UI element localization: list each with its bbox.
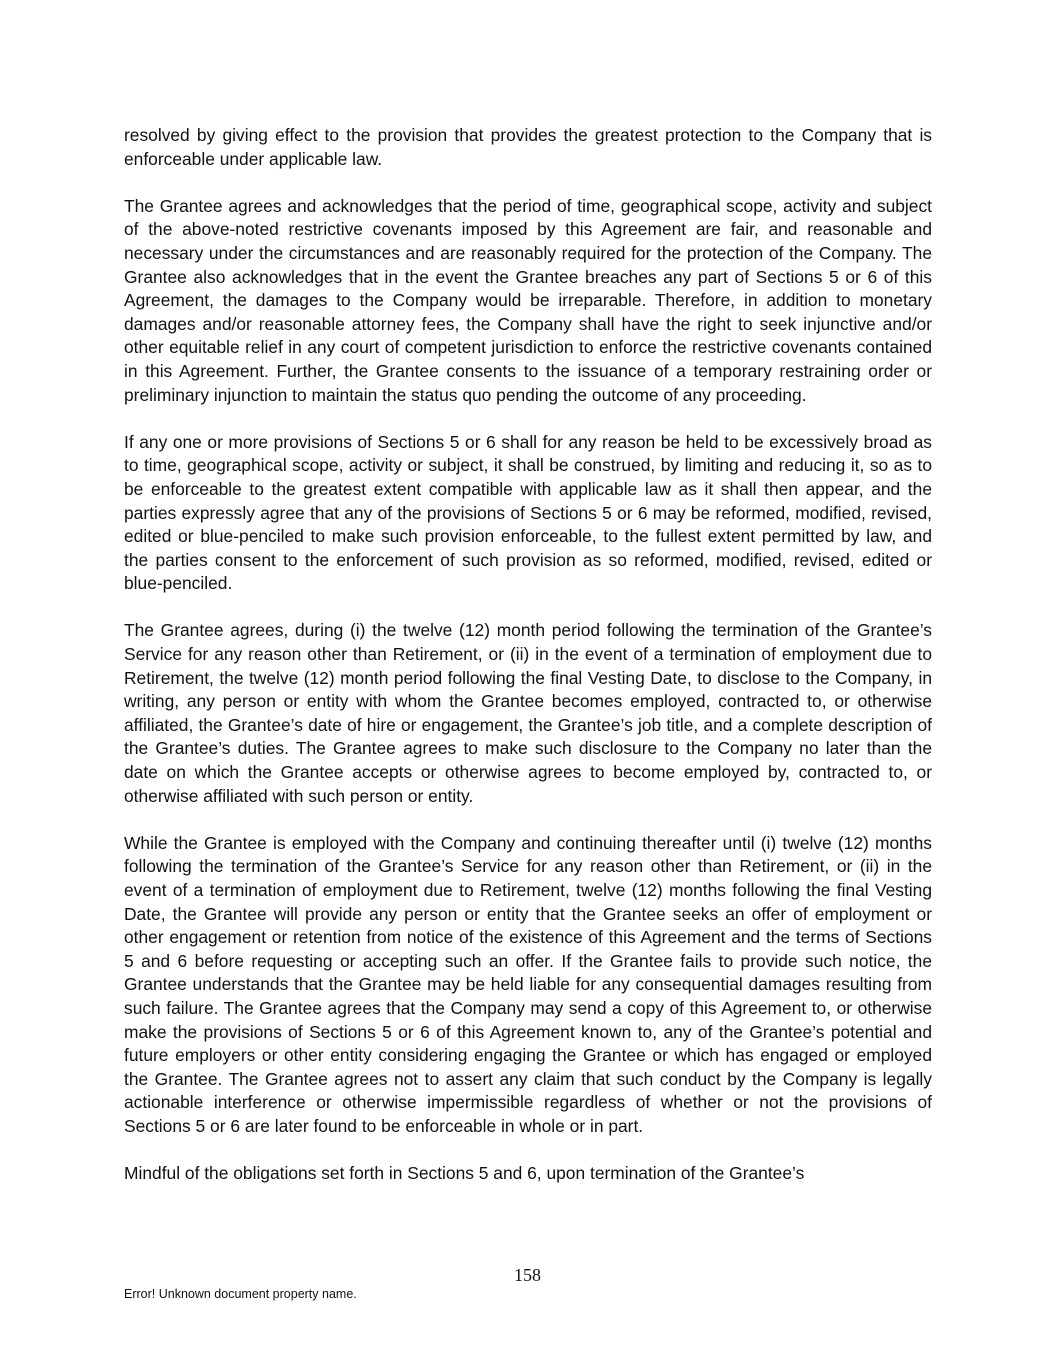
paragraph-enforceability: resolved by giving effect to the provision that provides the greatest protection to the Company that is enforceable under applicable law. bbox=[124, 125, 932, 169]
paragraph-reasonableness: The Grantee agrees and acknowledges that the period of time, geographical scope, activity and subject of the above-noted restrictive covenants imposed by this Agreement are fair, and reasonable and necessary under the circumstances and are reasonably required for the protection of the Company. The Grantee also acknowledges that in the event the Grantee breaches any part of Sections 5 or 6 of this Agreement, the damages to the Company would be irreparable. Therefore, in addition to monetary damages and/or reasonable attorney fees, the Company shall have the right to seek injunctive and/or other equitable relief in any court of competent jurisdiction to enforce the restrictive covenants contained in this Agreement. Further, the Grantee consents to the issuance of a temporary restraining order or preliminary injunction to maintain the status quo pending the outcome of any proceeding. bbox=[124, 195, 932, 405]
paragraph-notice: While the Grantee is employed with the Company and continuing thereafter until (i) twelve (12) months following the termination of the Grantee’s Service for any reason other than Retirement, or (ii) in the event of a termination of employment due to Retirement, twelve (12) months following the final Vesting Date, the Grantee will provide any person or entity that the Grantee seeks an offer of employment or other engagement or retention from notice of the existence of this Agreement and the terms of Sections 5 and 6 before requesting or accepting such an offer. If the Grantee fails to provide such notice, the Grantee understands that the Grantee may be held liable for any consequential damages resulting from such failure. The Grantee agrees that the Company may send a copy of this Agreement to, or otherwise make the provisions of Sections 5 or 6 of this Agreement known to, any of the Grantee’s potential and future employers or other entity considering engaging the Grantee or which has engaged or employed the Grantee. The Grantee agrees not to assert any claim that such conduct by the Company is legally actionable interference or otherwise impermissible regardless of whether or not the provisions of Sections 5 or 6 are later found to be enforceable in whole or in part. bbox=[124, 832, 932, 1136]
paragraph-obligations: Mindful of the obligations set forth in Sections 5 and 6, upon termination of the Grantee’s bbox=[124, 1163, 805, 1184]
paragraph-disclosure: The Grantee agrees, during (i) the twelve (12) month period following the termination of the Grantee’s Service for any reason other than Retirement, or (ii) in the event of a termination of employment due to Retirement, the twelve (12) month period following the final Vesting Date, to disclose to the Company, in writing, any person or entity with whom the Grantee becomes employed, contracted to, or otherwise affiliated, the Grantee’s date of hire or engagement, the Grantee’s job title, and a complete description of the Grantee’s duties. The Grantee agrees to make such disclosure to the Company no later than the date on which the Grantee accepts or otherwise agrees to become employed by, contracted to, or otherwise affiliated with such person or entity. bbox=[124, 620, 932, 806]
footer-note: Error! Unknown document property name. bbox=[124, 1287, 357, 1301]
document-body bbox=[124, 124, 932, 1209]
page-number: 158 bbox=[514, 1265, 541, 1285]
paragraph-blue-penciling: If any one or more provisions of Sections 5 or 6 shall for any reason be held to be excessively broad as to time, geographical scope, activity or subject, it shall be construed, by limiting and reducing it, so as to be enforceable to the greatest extent compatible with applicable law as it shall then appear, and the parties expressly agree that any of the provisions of Sections 5 or 6 may be reformed, modified, revised, edited or blue-penciled to make such provision enforceable, to the fullest extent permitted by law, and the parties consent to the enforcement of such provision as so reformed, modified, revised, edited or blue-penciled. bbox=[124, 431, 932, 594]
